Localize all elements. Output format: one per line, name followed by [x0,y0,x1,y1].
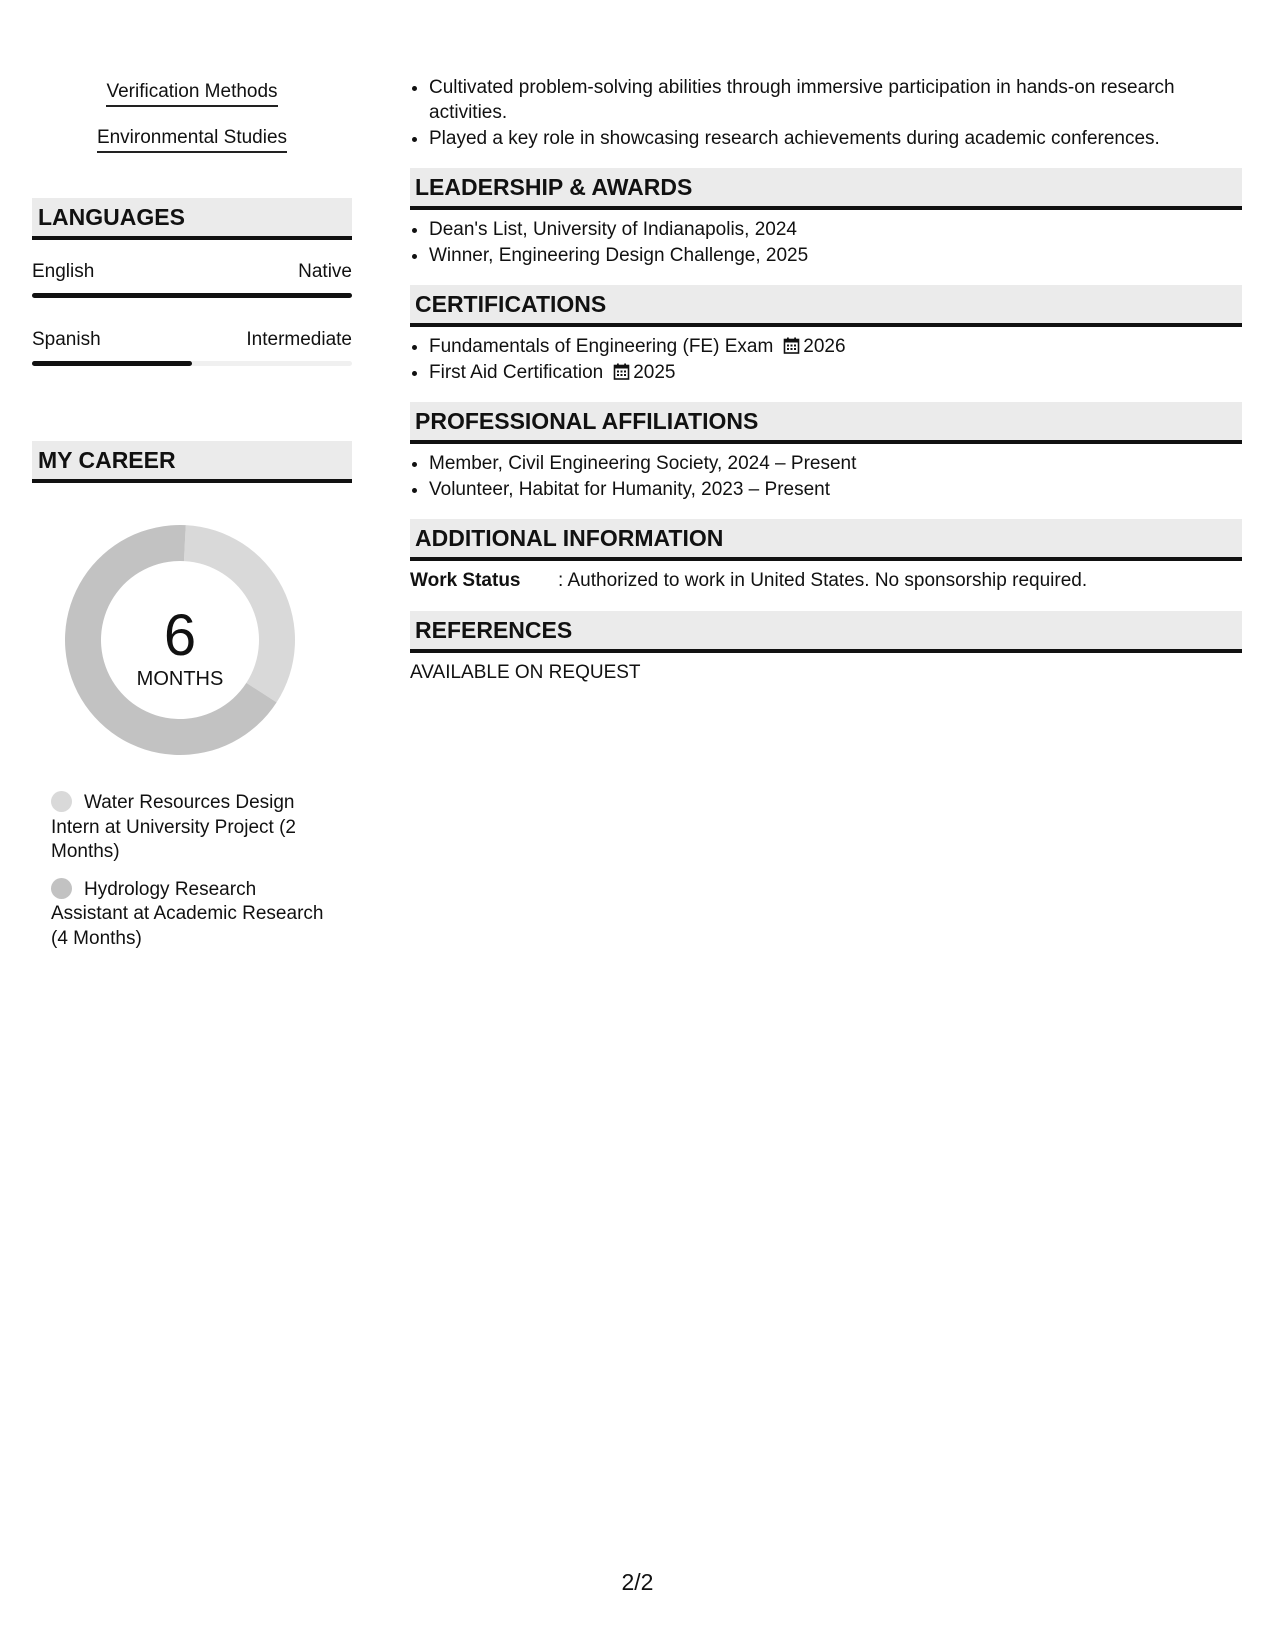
leadership-list [410,218,1242,269]
language-item [32,328,352,366]
certifications-heading: CERTIFICATIONS [410,285,1242,327]
main-content [410,76,1242,685]
list-item [429,361,1242,386]
affiliations-heading: PROFESSIONAL AFFILIATIONS [410,402,1242,444]
legend-label: Hydrology Research Assistant at Academic Research (4 Months) [51,878,324,949]
affiliations-list [410,452,1242,503]
references-text: AVAILABLE ON REQUEST [410,661,641,683]
legend-item [51,878,336,952]
language-level: Intermediate [246,329,352,350]
certification-name: Fundamentals of Engineering (FE) Exam [429,335,774,357]
languages-heading: LANGUAGES [32,198,352,240]
certifications-list [410,335,1242,386]
career-legend [51,791,336,951]
language-level: Native [298,261,352,282]
donut-center [65,605,295,691]
list-item: • Played a key role in showcasing research achievements during academic conferences. [429,127,1242,152]
legend-label: Water Resources Design Intern at University Project (2 Months) [51,792,296,862]
language-proficiency-bar [32,293,352,298]
legend-color-dot [51,878,72,899]
intro-bullets [410,76,1242,152]
list-item: • Volunteer, Habitat for Humanity, 2023 – Present [429,478,1242,503]
skill-tag: Environmental Studies [97,126,287,153]
calendar-icon [613,363,630,380]
page-number: 2/2 [621,1569,654,1595]
language-item [32,260,352,298]
language-name: Spanish [32,329,101,350]
career-total-unit: MONTHS [136,668,224,690]
leadership-heading: LEADERSHIP & AWARDS [410,168,1242,210]
career-donut-chart [65,525,295,755]
career-heading: MY CAREER [32,441,352,483]
language-proficiency-bar [32,361,352,366]
work-status-value: : Authorized to work in United States. No sponsorship required. [558,569,1088,591]
references-heading: REFERENCES [410,611,1242,653]
certification-name: First Aid Certification [429,362,604,383]
calendar-icon [783,337,800,354]
language-proficiency-fill [32,293,352,298]
work-status-label: Work Status [410,569,521,591]
certification-year: 2026 [803,335,846,357]
career-total-number: 6 [163,603,197,668]
sidebar [32,80,352,964]
list-item [429,335,1242,360]
language-name: English [32,261,95,282]
legend-item [51,791,336,865]
additional-info-heading: ADDITIONAL INFORMATION [410,519,1242,561]
list-item: • Member, Civil Engineering Society, 2024 – Present [429,452,1242,477]
language-proficiency-fill [32,361,192,366]
list-item: • Dean's List, University of Indianapolis, 2024 [429,218,1242,243]
list-item: • Cultivated problem-solving abilities through immersive participation in hands-on research activities. [429,76,1242,125]
legend-color-dot [51,791,72,812]
skill-tags [32,80,352,172]
skill-tag: Verification Methods [106,80,277,107]
certification-year: 2025 [633,362,676,383]
work-status-row [410,569,1242,593]
list-item: • Winner, Engineering Design Challenge, 2025 [429,244,1242,269]
